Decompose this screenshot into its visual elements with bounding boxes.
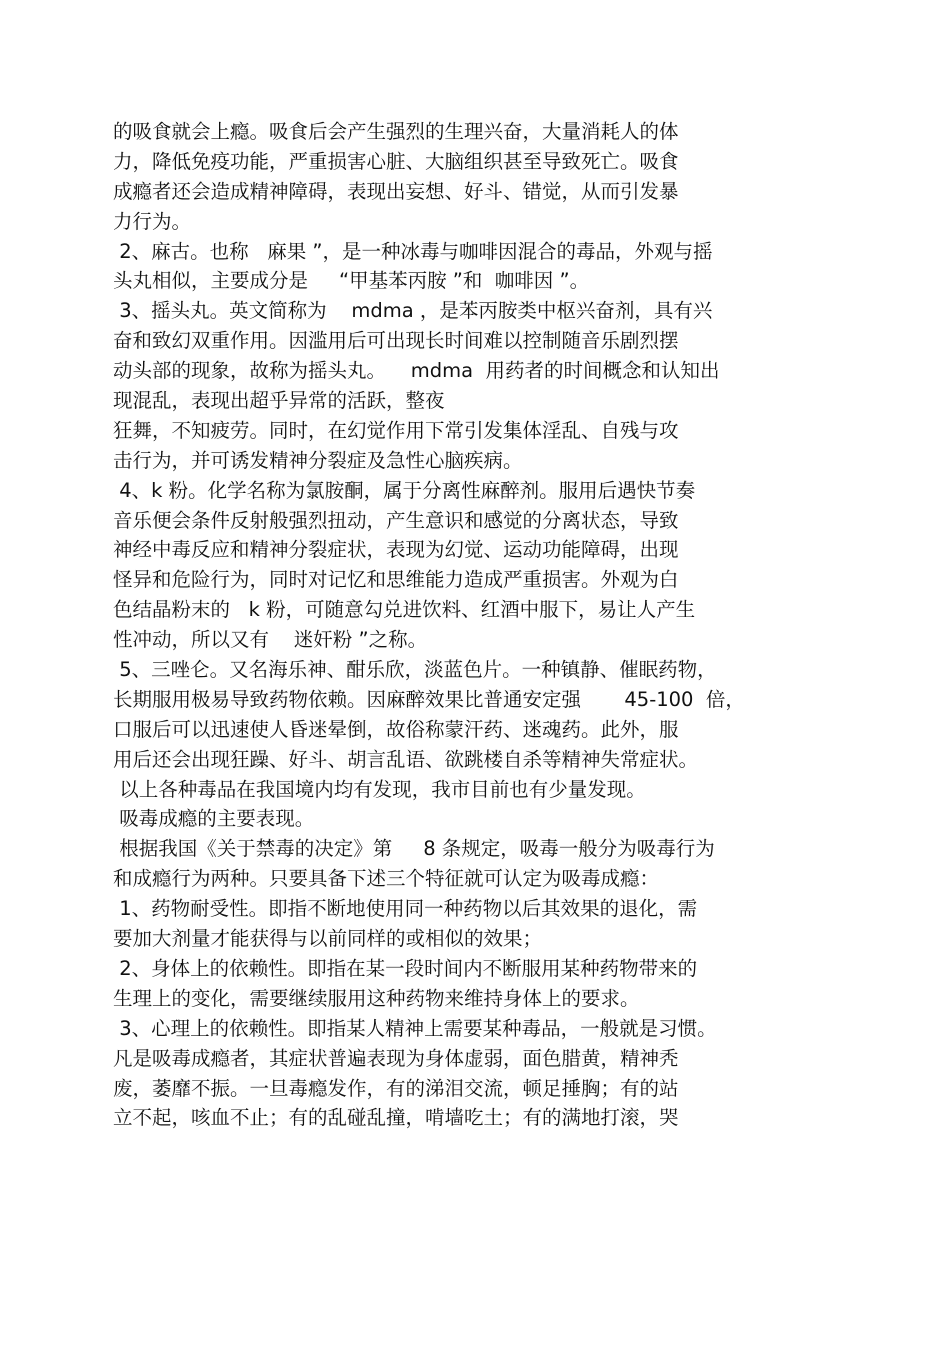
- body-text: [113, 117, 833, 1133]
- text-line: 凡是吸毒成瘾者，其症状普遍表现为身体虚弱，面色腊黄，精神秃: [113, 1046, 679, 1070]
- text-line: 头丸相似，主要成分是 “甲基苯丙胺 ”和 咖啡因 ”。: [113, 269, 590, 293]
- text-line: 成瘾者还会造成精神障碍，表现出妄想、好斗、错觉，从而引发暴: [113, 179, 679, 203]
- text-line: 以上各种毒品在我国境内均有发现，我市目前也有少量发现。: [113, 777, 646, 801]
- text-line: 长期服用极易导致药物依赖。因麻醉效果比普通安定强 45-100 倍，: [113, 687, 745, 711]
- text-line: 吸毒成瘾的主要表现。: [113, 807, 315, 831]
- text-line: 口服后可以迅速使人昏迷晕倒，故俗称蒙汗药、迷魂药。此外，服: [113, 717, 679, 741]
- text-line: 力，降低免疫功能，严重损害心脏、大脑组织甚至导致死亡。吸食: [113, 149, 679, 173]
- text-line: 现混乱，表现出超乎异常的活跃，整夜: [113, 389, 445, 413]
- text-line: 的吸食就会上瘾。吸食后会产生强烈的生理兴奋，大量消耗人的体: [113, 120, 679, 143]
- text-line: 神经中毒反应和精神分裂症状，表现为幻觉、运动功能障碍，出现: [113, 538, 679, 562]
- text-line: 要加大剂量才能获得与以前同样的或相似的效果；: [113, 927, 543, 951]
- text-line: 怪异和危险行为，同时对记忆和思维能力造成严重损害。外观为白: [113, 568, 679, 592]
- text-line: 狂舞，不知疲劳。同时，在幻觉作用下常引发集体淫乱、自残与攻: [113, 418, 679, 442]
- text-line: 奋和致幻双重作用。因滥用后可出现长时间难以控制随音乐剧烈摆: [113, 329, 679, 353]
- text-line: 击行为，并可诱发精神分裂症及急性心脑疾病。: [113, 448, 523, 472]
- text-line: 5、三唑仑。又名海乐神、酣乐欣，淡蓝色片。一种镇静、催眠药物，: [113, 658, 717, 682]
- text-line: 立不起，咳血不止；有的乱碰乱撞，啃墙吃土；有的满地打滚，哭: [113, 1106, 679, 1130]
- text-line: 3、心理上的依赖性。即指某人精神上需要某种毒品，一般就是习惯。: [113, 1016, 717, 1040]
- text-line: 动头部的现象，故称为摇头丸。 mdma 用药者的时间概念和认知出: [113, 359, 720, 383]
- text-line: 2、麻古。也称 麻果 ”，是一种冰毒与咖啡因混合的毒品，外观与摇: [113, 239, 713, 263]
- text-line: 用后还会出现狂躁、好斗、胡言乱语、欲跳楼自杀等精神失常症状。: [113, 747, 699, 771]
- text-line: 音乐便会条件反射般强烈扭动，产生意识和感觉的分离状态，导致: [113, 508, 679, 532]
- text-line: 色结晶粉末的 k 粉，可随意勾兑进饮料、红酒中服下，易让人产生: [113, 598, 696, 622]
- text-line: 2、身体上的依赖性。即指在某一段时间内不断服用某种药物带来的: [113, 956, 698, 980]
- text-line: 性冲动，所以又有 迷奸粉 ”之称。: [113, 628, 428, 652]
- text-line: 力行为。: [113, 209, 192, 233]
- text-line: 4、k 粉。化学名称为氯胺酮，属于分离性麻醉剂。服用后遇快节奏: [113, 478, 696, 502]
- text-line: 根据我国《关于禁毒的决定》第 8 条规定，吸毒一般分为吸毒行为: [113, 837, 715, 861]
- text-line: 1、药物耐受性。即指不断地使用同一种药物以后其效果的退化，需: [113, 897, 698, 921]
- text-line: 和成瘾行为两种。只要具备下述三个特征就可认定为吸毒成瘾：: [113, 867, 660, 891]
- text-line: 废，萎靡不振。一旦毒瘾发作，有的涕泪交流，顿足捶胸；有的站: [113, 1076, 679, 1100]
- text-line: 3、摇头丸。英文简称为 mdma ，是苯丙胺类中枢兴奋剂，具有兴: [113, 299, 713, 323]
- text-line: 生理上的变化，需要继续服用这种药物来维持身体上的要求。: [113, 986, 640, 1010]
